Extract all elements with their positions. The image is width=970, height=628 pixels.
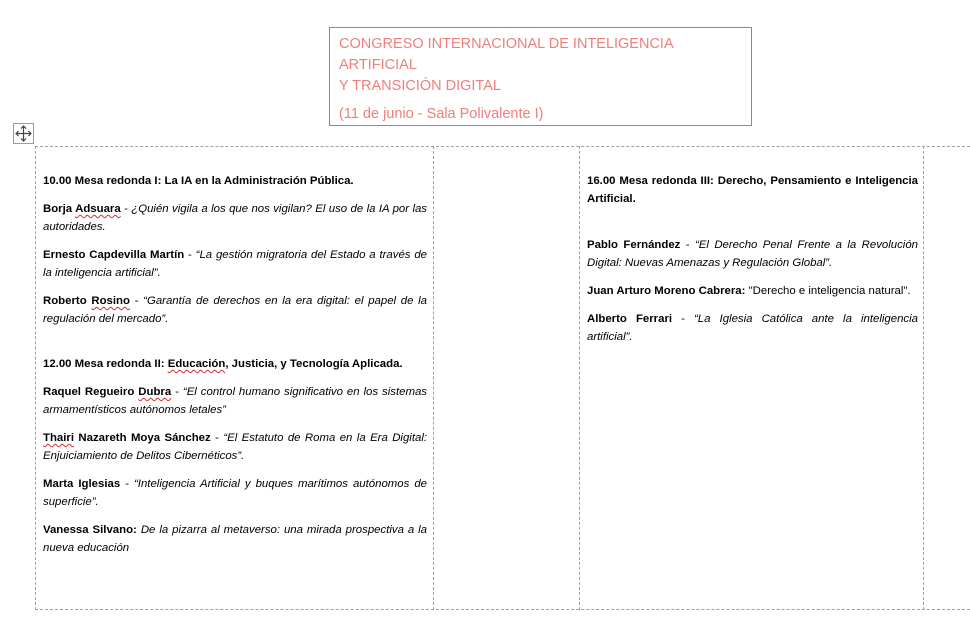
session-1-heading: 10.00 Mesa redonda I: La IA en la Administración Pública. <box>43 175 354 187</box>
talk-item: Marta Iglesias - “Inteligencia Artificial y buques marítimos autónomos de superficie”. <box>43 478 427 508</box>
talk-item: Thairi Nazareth Moya Sánchez - “El Estatuto de Roma en la Era Digital: Enjuiciamiento de Delitos Cibernéticos”. <box>43 432 428 462</box>
speaker-name: Pablo Fernández <box>587 239 681 251</box>
speaker-name: Juan Arturo Moreno Cabrera: <box>587 285 746 297</box>
talk-item <box>587 282 918 300</box>
talk-title: “La gestión migratoria del Estado a través de la inteligencia artificial”. <box>43 249 427 279</box>
talk-item: Raquel Regueiro Dubra - “El control humano significativo en los sistemas armamentísticos autónomos letales” <box>43 386 427 416</box>
title-line-2: Y TRANSICIÓN DIGITAL <box>339 78 501 94</box>
talk-title: “El control humano significativo en los sistemas armamentísticos autónomos letales” <box>43 386 427 416</box>
afternoon-column <box>587 172 918 356</box>
talk-title: “El Estatuto de Roma en la Era Digital: Enjuiciamiento de Delitos Cibernéticos”. <box>43 432 428 462</box>
talk-title: “Garantía de derechos en la era digital: el papel de la regulación del mercado”. <box>43 295 427 325</box>
column-divider-2 <box>579 146 580 610</box>
talk-item: Pablo Fernández - “El Derecho Penal Frente a la Revolución Digital: Nuevas Amenazas y Regulación Global”. <box>587 239 918 269</box>
talk-title: De la pizarra al metaverso: una mirada prospectiva a la nueva educación <box>43 524 427 554</box>
date-line: (11 de junio - Sala Polivalente I) <box>339 106 544 122</box>
table-move-handle[interactable] <box>13 123 34 144</box>
morning-column <box>43 172 427 567</box>
session-2-heading: 12.00 Mesa redonda II: Educación, Justicia, y Tecnología Aplicada. <box>43 358 403 370</box>
talk-title: “Inteligencia Artificial y buques marítimos autónomos de superficie”. <box>43 478 427 508</box>
talk-title: “El Derecho Penal Frente a la Revolución Digital: Nuevas Amenazas y Regulación Global”. <box>587 239 918 269</box>
talk-title: “La Iglesia Católica ante la inteligencia artificial”. <box>587 313 918 343</box>
column-divider-3 <box>923 146 924 610</box>
talk-item <box>43 521 427 557</box>
speaker-name: Thairi Nazareth Moya Sánchez <box>43 432 211 444</box>
talk-title: ¿Quién vigila a los que nos vigilan? El uso de la IA por las autoridades. <box>43 203 428 233</box>
title-box <box>329 27 752 126</box>
speaker-name: Marta Iglesias <box>43 478 121 490</box>
session-3-heading: 16.00 Mesa redonda III: Derecho, Pensamiento e Inteligencia Artificial. <box>587 175 918 205</box>
speaker-name: Raquel Regueiro Dubra <box>43 386 172 398</box>
talk-item: Roberto Rosino - “Garantía de derechos en la era digital: el papel de la regulación del mercado”. <box>43 295 427 325</box>
talk-item: Alberto Ferrari - “La Iglesia Católica ante la inteligencia artificial”. <box>587 313 918 343</box>
speaker-name: Roberto Rosino <box>43 295 130 307</box>
talk-item: Borja Adsuara - ¿Quién vigila a los que nos vigilan? El uso de la IA por las autoridades. <box>43 203 428 233</box>
talk-item: Ernesto Capdevilla Martín - “La gestión migratoria del Estado a través de la inteligencia artificial”. <box>43 249 427 279</box>
speaker-name: Borja Adsuara <box>43 203 121 215</box>
speaker-name: Vanessa Silvano: <box>43 524 137 536</box>
talk-title: "Derecho e inteligencia natural". <box>748 285 911 297</box>
title-line-1: CONGRESO INTERNACIONAL DE INTELIGENCIA ARTIFICIAL <box>339 36 673 73</box>
move-arrows-icon <box>14 124 33 143</box>
speaker-name: Ernesto Capdevilla Martín <box>43 249 185 261</box>
speaker-name: Alberto Ferrari <box>587 313 673 325</box>
column-divider-1 <box>433 146 434 610</box>
